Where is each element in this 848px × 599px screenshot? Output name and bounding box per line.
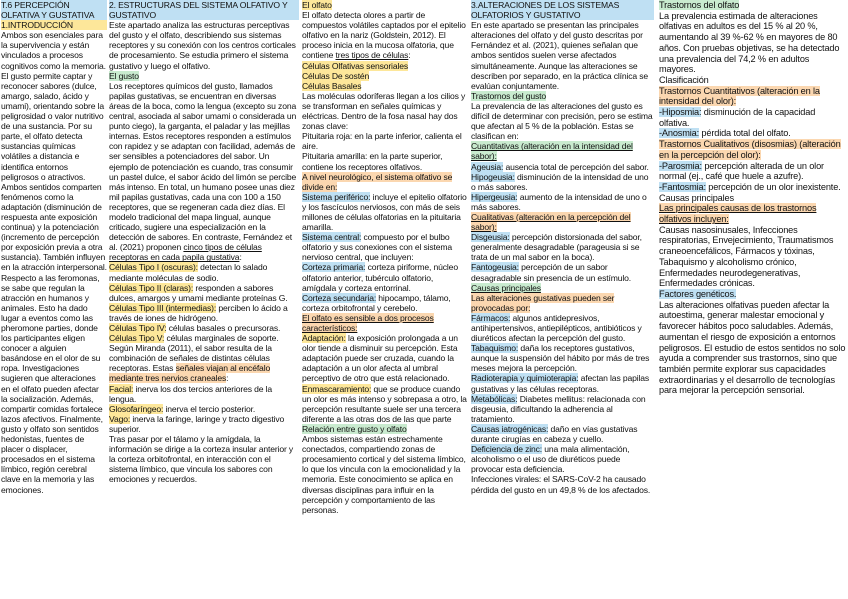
farmacos [471,313,654,343]
zinc [471,444,654,474]
nerve-facial-label: Facial: [109,383,134,394]
olfato-body-text: El olfato detecta olores a partir de compuestos volátiles captados por el epitelio olfativo en la nariz (Goldstein, 2012). El proceso inicia en la mucosa olfatoria, que contiene [302,10,466,61]
hipergeusia [471,192,654,212]
parosmia-label: -Parosmia: [659,160,702,171]
nerve-vago-label: Vago: [109,413,131,424]
cell-type-5-label: Células Tipo V: [109,333,165,344]
section-3-heading: 3.ALTERACIONES DE LOS SISTEMAS OLFATORIOS Y GUSTATIVO [471,0,654,20]
metabolicas-label: Metabólicas: [471,393,518,404]
fantosmia [659,182,847,193]
nerve-glosofaringeo [109,404,299,414]
gusto-final-paragraph: Tras pasar por el tálamo y la amígdala, la información se dirige a la corteza insular anterior y la corteza orbitofrontal, en interacción con el sistema límbico, que vincula los sabores con emociones y recuerdos. [109,434,294,485]
disgeusia [471,232,654,262]
column-introduccion [1,0,107,599]
olfato-cell-basales: Células Basales [302,80,362,91]
olfato-molecules: Las moléculas odoríferas llegan a los cilios y se transforman en señales químicas y eléctricas. Dentro de la fosa nasal hay dos zonas clave: [302,90,466,132]
hiposmia [659,107,847,128]
fantosmia-label: -Fantosmia: [659,181,706,192]
corteza-secundaria-text: hipocampo, tálamo, corteza orbitofrontal y cerebelo. [302,292,451,313]
sistema-central-text: compuesto por el bulbo olfatorio y sus conexiones con el sistema nervioso central, que incluyen: [302,232,453,263]
iatrogenicas-label: Causas iatrogénicas: [471,423,549,434]
olfato-procesos-heading: El olfato es sensible a dos procesos característicos: [302,312,434,333]
nerve-facial-text: inerva los dos tercios anteriores de la lengua. [109,383,273,404]
olfato-body-end: : [408,50,411,61]
sistema-central [302,232,468,262]
trastornos-gusto-body: La prevalencia de las alteraciones del gusto es difícil de determinar con precisión, pero se estima que afectan al 5 % de la población. Estas se clasifican en: [471,100,653,142]
hiposmia-label: -Hiposmia: [659,107,702,118]
section-2-heading: 2. ESTRUCTURAS DEL SISTEMA OLFATIVO Y GUSTATIVO [109,0,299,20]
sistema-periferico-label: Sistema periférico: [302,191,371,202]
fantosmia-text: percepción de un olor inexistente. [705,181,841,192]
cell-type-3 [109,303,299,323]
infecciones-virales: Infecciones virales: el SARS-CoV-2 ha causado pérdida del gusto en un 49,8 % de los afectados. [471,474,651,495]
column-olfato [302,0,468,599]
disgeusia-label: Disgeusia: [471,232,510,243]
gusto-body: Los receptores químicos del gusto, llamados papilas gustativas, se encuentran en diversas áreas de la boca, como la lengua (excepto su zona central, asociada al sabor umami o considerada un punto ciego), la garganta, el paladar y las mejillas internas. Estos receptores responden a estímulos con rapidez y se adaptan con facilidad, además de ser sensibles a potenciadores del sabor. Un ejemplo de potenciación es cuando, tras consumir un pastel dulce, el sabor ácido del limón se percibe más intenso. En total, un humano posee unas diez mil papilas gustativas, cada una con 100 a 150 receptores, que se regeneran cada diez días. El modelo tradicional del mapa lingual, aunque criticado, sugiere una especialización en la detección de sabores. En contraste, Fernández et al. (2021) proponen cinco tipos de células receptoras en cada papila gustativa: [109,80,297,263]
cell-type-2-text: responden a sabores dulces, amargos y umami mediante proteínas G. [109,282,288,303]
nerves-intro-text: Según Miranda (2011), el sabor resulta de la combinación de señales de distintas células receptoras. Estas [109,343,272,374]
trastornos-gusto-heading: Trastornos del gusto [471,90,547,101]
corteza-secundaria-label: Corteza secundaria: [302,292,377,303]
anosmia-text: pérdida total del olfato. [699,128,791,139]
trastornos-olfato-heading: Trastornos del olfato [659,0,740,10]
tabaquismo [471,343,654,373]
cell-type-1 [109,262,299,282]
olfato-heading: El olfato [302,0,332,10]
nerve-facial [109,384,299,404]
parosmia [659,161,847,182]
parosmia-text: percepción alterada de un olor normal (ej., café que huele a azufre). [659,160,824,182]
corteza-secundaria [302,293,468,313]
section-2-intro: Este apartado analiza las estructuras perceptivas del gusto y el olfato, describiendo sus sistemas receptores y su conexión con los centros corticales de procesamiento. Se estudia primero el sistema gustativo y luego el olfativo. [109,20,296,71]
metabolicas-text: Diabetes mellitus: relacionada con disgeusia, dificultando la adherencia al tratamiento. [471,393,646,424]
relacion-body: Ambos sistemas están estrechamente conectados, compartiendo zonas de procesamiento cortical y del sistema límbico, lo que los vincula con la emocionalidad y la memoria. Este conocimiento se aplica en diversas disciplinas para influir en la percepción y comportamiento de las personas. [302,434,466,515]
zinc-text: una mala alimentación, alcoholismo o el uso de diuréticos puede provocar esta deficiencia. [471,444,630,475]
causas-olfato-heading: Causas principales [659,192,734,203]
nerve-glosofaringeo-text: inerva el tercio posterior. [163,403,256,414]
hipogeusia-label: Hipogeusia: [471,171,515,182]
nerve-vago-text: inerva la faringe, laringe y tracto digestivo superior. [109,413,285,434]
farmacos-label: Fármacos: [471,312,511,323]
enmascaramiento-text: que se produce cuando un olor es más intenso y sobrepasa a otro, la percepción resultante suele ser una tercera diferente a las otras dos de las que parte [302,383,467,424]
causas-gusto-heading: Causas principales [471,282,541,293]
olfato-cell-sensoriales: Células Olfativas sensoriales [302,60,408,71]
gusto-body-text: Los receptores químicos del gusto, llamados papilas gustativas, se encuentran en diversas áreas de la boca, como la lengua (excepto su zona central, asociada al sabor umami o considerada un punto ciego), la garganta, el paladar y las mejillas internas. Estos receptores responden a estímulos con rapidez y se adaptan con facilidad, además de ser sensibles a potenciadores del sabor. Un ejemplo de potenciación es cuando, tras consumir un pastel dulce, el sabor ácido del limón se percibe más intenso. En total, un humano posee unas diez mil papilas gustativas, cada una con 100 a 150 receptores, que se regeneran cada diez días. El modelo tradicional del mapa lingual, aunque criticado, sugiere una especialización en la detección de sabores. En contraste, Fernández et al. (2021) proponen [109,80,297,253]
iatrogenicas [471,424,654,444]
cell-type-3-text: perciben lo ácido a través de iones de hidrógeno. [109,302,288,323]
factores-geneticos-heading: Factores genéticos. [659,288,737,299]
fantogeusia-text: percepción de un sabor desagradable sin presencia de un estímulo. [471,262,631,283]
factores-geneticos-body: Las alteraciones olfativas pueden afectar la autoestima, generar malestar emocional y favorecer hábitos poco saludables. Además, aumentan el riesgo de exposición a entornos peligrosos. El estudio de estos sentidos no solo ayuda a comprender sus trastornos, sino que también permite explorar sus capacidades extraordinarias y el desarrollo de tecnologías para mejorar la percepción sensorial. [659,299,846,396]
adaptacion-label: Adaptación: [302,333,346,344]
cell-type-3-label: Células Tipo III (intermedias): [109,302,217,313]
intro-body: Ambos son esenciales para la supervivencia y están vinculados a procesos cognitivos como la memoria. El gusto permite captar y reconocer sabores (dulce, amargo, salado, ácido y umami), orientando sobre la peligrosidad o valor nutritivo de una sustancia. Por su parte, el olfato detecta sustancias químicas volátiles a distancia e identifica entornos peligrosos o atractivos. Ambos sentidos comparten fenómenos como la adaptación (disminución de respuesta ante exposición continua) y la potenciación (incremento de percepción por exposición previa a otra sustancia). También influyen en la atracción interpersonal. Respecto a las feromonas, se sabe que regulan la atracción en humanos y animales. Esto ha dado lugar a eventos como las pheromone parties, donde los participantes eligen conocer a alguien basándose en el olor de su ropa. Investigaciones sugieren que alteraciones en el olfato pueden afectar la socialización. Además, compartir comidas fortalece lazos afectivos. Finalmente, gusto y olfato son sentidos hedonistas, fuentes de placer o displacer, procesados en el sistema límbico, región cerebral clave en la memoria y las emociones. [1,30,107,495]
adaptacion-text: la exposición prolongada a un olor tiende a disminuir su percepción. Esta adaptación puede ser cruzada, cuando la adaptación a un olor afecta al umbral perceptivo de otro que está relacionado. [302,333,458,384]
farmacos-text: algunos antidepresivos, antihipertensivos, antiepilépticos, antibióticos y diuréticos afectan la percepción del gusto. [471,312,642,344]
neuro-division-heading: A nivel neurológico, el sistema olfativo se divide en: [302,171,453,192]
pituitaria-amarilla: Pituitaria amarilla: en la parte superior, contiene los receptores olfativos. [302,151,443,172]
clasificacion-heading: Clasificación [659,74,709,85]
pituitaria-roja: Pituitaria roja: en la parte inferior, calienta el aire. [302,131,462,152]
hipogeusia-text: disminución de la intensidad de uno o más sabores. [471,171,649,192]
tabaquismo-label: Tabaquismo: [471,343,519,354]
anosmia [659,128,847,139]
cualitativos-olfato-heading: Trastornos Cualitativos (disosmias) (alteración en la percepción del olor): [659,139,841,160]
fantogeusia-label: Fantogeusia: [471,262,519,273]
cuantitativas-heading: Cuantitativas (alteración en la intensidad del sabor): [471,141,633,162]
radioterapia [471,373,654,393]
fantogeusia [471,262,654,282]
relacion-heading: Relación entre gusto y olfato [302,423,407,434]
cell-type-4 [109,323,299,333]
sistema-periferico [302,192,468,232]
cell-type-5-text: células marginales de soporte. [164,333,279,344]
corteza-primaria [302,262,468,292]
anosmia-label: -Anosmia: [659,128,700,139]
radioterapia-label: Radioterapia y quimioterapia: [471,373,579,384]
causas-olfato-list: Causas nasosinusales, Infecciones respiratorias, Envejecimiento, Traumatismos craneoencefálicos, Fármacos y tóxinas, Tabaquismo y alcoholismo crónico, Enfermedades neurodegenerativas, Enfermedades crónicas. [659,224,834,289]
radioterapia-text: afectan las papilas gustativas y las células receptoras. [471,373,650,394]
sistema-central-label: Sistema central: [302,232,362,243]
olfato-body [302,10,468,60]
hipergeusia-label: Hipergeusia: [471,191,518,202]
cualitativas-heading: Cualitativas (alteración en la percepción del sabor): [471,211,631,233]
iatrogenicas-text: daño en vías gustativas durante cirugías en cabeza y cuello. [471,423,638,445]
disgeusia-text: percepción distorsionada del sabor, generalmente desagradable (parageusia si se trata de un mal sabor en la boca). [471,232,642,263]
gusto-highlight: cinco tipos de células receptoras en cada papila gustativa [109,242,262,263]
ageusia-text: ausencia total de percepción del sabor. [503,161,649,172]
cell-type-4-label: Células Tipo IV: [109,323,167,333]
cell-type-4-text: células basales o precursoras. [166,323,281,333]
section-3-intro: En este apartado se presentan las principales alteraciones del olfato y del gusto descritas por Fernández et al. (2021), quienes señalan que ambos sentidos suelen verse afectados simultáneamente. Aunque las alteraciones se describen por separado, en la práctica clínica se evalúan conjuntamente. [471,20,649,91]
tabaquismo-text: daña los receptores gustativos, aunque la suspensión del hábito por más de tres meses mejora la percepción. [471,343,650,374]
zinc-label: Deficiencia de zinc: [471,444,543,455]
hiposmia-text: disminución de la capacidad olfativa. [659,107,816,128]
corteza-primaria-text: corteza piriforme, núcleo olfatorio anterior, tubérculo olfatorio, amígdala y corteza entorrinal. [302,262,458,293]
cuantitativos-olfato-heading: Trastornos Cuantitativos (alteración en la intensidad del olor): [659,85,820,107]
causas-olfato-highlight: Las principales causas de los trastornos olfativos incluyen: [659,203,817,225]
adaptacion [302,333,468,383]
cell-type-5 [109,333,299,343]
intro-heading: 1.INTRODUCCIÓN [1,20,107,30]
hipogeusia [471,172,654,192]
metabolicas [471,394,654,424]
column-alteraciones [471,0,654,599]
gusto-heading: El gusto [109,70,139,81]
cell-type-2-label: Células Tipo II (claras): [109,282,194,293]
nerves-intro-end: : [226,373,229,384]
causas-gusto-intro: Las alteraciones gustativas pueden ser provocadas por: [471,292,615,313]
cell-type-1-label: Células Tipo I (oscuras): [109,262,198,273]
nerves-highlight: señales viajan al encéfalo mediante tres nervios craneales [109,363,271,384]
cell-type-1-text: detectan lo salado mediante moléculas de sodio. [109,262,268,283]
hipergeusia-text: aumento de la intensidad de uno o más sabores. [471,191,647,212]
column-trastornos-olfato [659,0,847,599]
enmascaramiento-label: Enmascaramiento: [302,383,372,394]
nerve-vago [109,414,299,434]
column-estructuras [109,0,299,599]
corteza-primaria-label: Corteza primaria: [302,262,366,273]
trastornos-olfato-body: La prevalencia estimada de alteraciones olfativas en adultos es del 15 % al 20 %, aumentando al 39 %-62 % en mayores de 80 años. Con pruebas objetivas, se ha detectado una prevalencia del 74,2 % en adultos mayores. [659,10,840,75]
nerves-intro [109,343,299,383]
cell-type-2 [109,283,299,303]
olfato-cell-sosten: Células De sostén [302,70,370,81]
nerve-glosofaringeo-label: Glosofaríngeo: [109,403,164,414]
olfato-highlight: tres tipos de células [335,50,409,61]
sistema-periferico-text: incluye el epitelio olfatorio y los fascículos nerviosos, con más de seis millones de células olfatorias en la pituitaria amarilla. [302,191,467,233]
sheet-title: T.6 PERCEPCIÓN OLFATIVA Y GUSTATIVA [1,0,107,20]
enmascaramiento [302,384,468,424]
ageusia-label: Ageusia: [471,161,504,172]
ageusia [471,162,654,172]
